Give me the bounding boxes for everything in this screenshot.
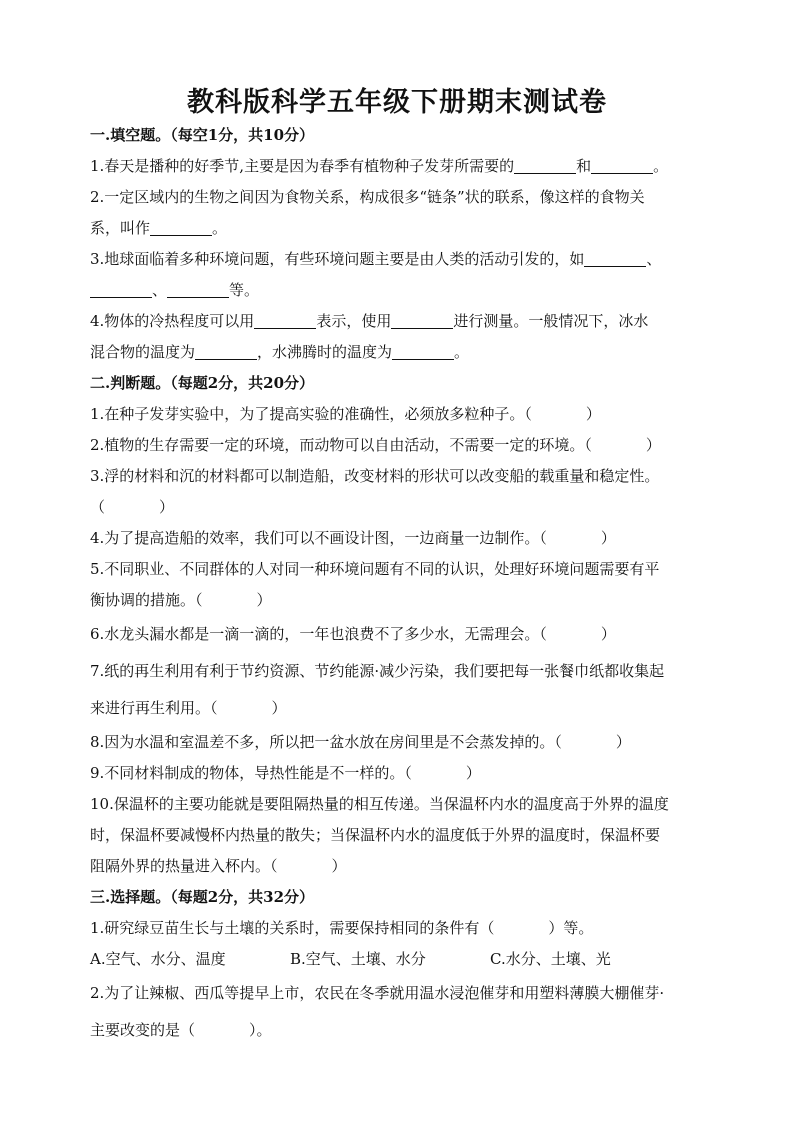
answer-blank[interactable] bbox=[195, 343, 257, 360]
judge-question-3 bbox=[90, 461, 710, 492]
question-text: 4.为了提高造船的效率，我们可以不画设计图，一边商量一边制作。（ bbox=[90, 529, 547, 547]
question-text: 混合物的温度为 bbox=[90, 343, 196, 361]
answer-blank[interactable] bbox=[150, 219, 212, 236]
option-c[interactable]: C.水分、土壤、光 bbox=[490, 950, 611, 968]
question-text: 、 bbox=[646, 250, 662, 268]
paren-close: ） bbox=[585, 405, 601, 423]
question-text: 。 bbox=[653, 157, 669, 175]
question-text: ）。 bbox=[249, 1021, 272, 1039]
answer-blank[interactable] bbox=[591, 157, 653, 174]
judge-question-8 bbox=[90, 727, 710, 758]
question-text: 和 bbox=[576, 157, 592, 175]
paren-close: ） bbox=[271, 699, 287, 717]
answer-blank[interactable] bbox=[167, 281, 229, 298]
question-text: ，水沸腾时的温度为 bbox=[257, 343, 393, 361]
judge-question-6 bbox=[90, 616, 710, 653]
question-text: 10.保温杯的主要功能就是要阻隔热量的相互传递。当保温杯内水的温度高于外界的温度 bbox=[90, 795, 669, 813]
answer-blank[interactable] bbox=[584, 250, 646, 267]
choice-question-1 bbox=[90, 913, 710, 944]
question-text: 系，叫作 bbox=[90, 219, 151, 237]
fill-question-1 bbox=[90, 151, 710, 182]
question-text: 3.浮的材料和沉的材料都可以制造船，改变材料的形状可以改变船的载重量和稳定性。 bbox=[90, 467, 660, 485]
question-text: 主要改变的是（ bbox=[90, 1021, 196, 1039]
judge-question-4 bbox=[90, 523, 710, 554]
choice-question-2-cont bbox=[90, 1012, 710, 1049]
fill-question-2-cont bbox=[90, 213, 710, 244]
judge-question-10 bbox=[90, 789, 710, 820]
judge-question-9 bbox=[90, 758, 710, 789]
question-text: 1.春天是播种的好季节,主要是因为春季有植物种子发芽所需要的 bbox=[90, 157, 515, 175]
paren-close: ） bbox=[615, 733, 631, 751]
paren-close: ） bbox=[159, 498, 175, 516]
page-title: 教科版科学五年级下册期末测试卷 bbox=[187, 87, 607, 118]
judge-question-2 bbox=[90, 430, 710, 461]
question-text: 8.因为水温和室温差不多，所以把一盆水放在房间里是不会蒸发掉的。（ bbox=[90, 733, 562, 751]
question-text: 1.在种子发芽实验中，为了提高实验的准确性，必须放多粒种子。（ bbox=[90, 405, 532, 423]
question-text: 表示，使用 bbox=[316, 312, 392, 330]
paren-close: ） bbox=[600, 625, 616, 643]
question-text: 阻隔外界的热量进入杯内。（ bbox=[90, 857, 278, 875]
judge-question-1 bbox=[90, 399, 710, 430]
option-a[interactable]: A.空气、水分、温度 bbox=[90, 950, 226, 968]
fill-question-4-cont bbox=[90, 337, 710, 368]
answer-blank[interactable] bbox=[514, 157, 576, 174]
choice-question-1-options bbox=[90, 944, 710, 975]
answer-blank[interactable] bbox=[90, 281, 152, 298]
fill-question-2 bbox=[90, 182, 710, 213]
question-text: 进行测量。一般情况下，冰水 bbox=[453, 312, 649, 330]
judge-question-10-end bbox=[90, 851, 710, 882]
paren-close: ） bbox=[465, 764, 481, 782]
paren-close: ） bbox=[600, 529, 616, 547]
question-text: 。 bbox=[454, 343, 470, 361]
question-text: 6.水龙头漏水都是一滴一滴的，一年也浪费不了多少水，无需理会。（ bbox=[90, 625, 547, 643]
judge-question-10-cont bbox=[90, 820, 710, 851]
judge-question-7-cont bbox=[90, 690, 710, 727]
question-text: 1.研究绿豆苗生长与土壤的关系时，需要保持相同的条件有（ bbox=[90, 919, 495, 937]
exam-content bbox=[90, 120, 710, 1049]
question-text: 2.为了让辣椒、西瓜等提早上市，农民在冬季就用温水浸泡催芽和用塑料薄膜大棚催芽· bbox=[90, 984, 665, 1002]
question-text: 3.地球面临着多种环境问题，有些环境问题主要是由人类的活动引发的，如 bbox=[90, 250, 585, 268]
section-heading-fill: 一.填空题。（每空1分，共10分） bbox=[90, 126, 315, 144]
question-text: 2.植物的生存需要一定的环境，而动物可以自由活动，不需要一定的环境。（ bbox=[90, 436, 592, 454]
judge-question-7 bbox=[90, 653, 710, 690]
question-text: 时，保温杯要减慢杯内热量的散失；当保温杯内水的温度低于外界的温度时，保温杯要 bbox=[90, 826, 661, 844]
paren-close: ） bbox=[645, 436, 661, 454]
section-heading-judge: 二.判断题。（每题2分，共20分） bbox=[90, 374, 315, 392]
question-text: 衡协调的措施。（ bbox=[90, 591, 203, 609]
question-text: 、 bbox=[152, 281, 168, 299]
question-text: 5.不同职业、不同群体的人对同一种环境问题有不同的认识，处理好环境问题需要有平 bbox=[90, 560, 660, 578]
answer-blank[interactable] bbox=[391, 312, 453, 329]
question-text: 7.纸的再生利用有利于节约资源、节约能源·减少污染，我们要把每一张餐巾纸都收集起 bbox=[90, 662, 665, 680]
paren-open: （ bbox=[90, 498, 106, 516]
fill-question-3-cont bbox=[90, 275, 710, 306]
judge-question-5 bbox=[90, 554, 710, 585]
choice-question-2 bbox=[90, 975, 710, 1012]
judge-question-5-cont bbox=[90, 585, 710, 616]
question-text: 4.物体的冷热程度可以用 bbox=[90, 312, 255, 330]
fill-question-4 bbox=[90, 306, 710, 337]
paren-close: ） bbox=[331, 857, 347, 875]
option-b[interactable]: B.空气、土壤、水分 bbox=[290, 950, 426, 968]
question-text: 9.不同材料制成的物体，导热性能是不一样的。（ bbox=[90, 764, 412, 782]
question-text: 2.一定区域内的生物之间因为食物关系，构成很多“链条”状的联系，像这样的食物关 bbox=[90, 188, 645, 206]
question-text: 。 bbox=[212, 219, 228, 237]
question-text: ）等。 bbox=[548, 919, 594, 937]
answer-blank[interactable] bbox=[392, 343, 454, 360]
judge-question-3-cont bbox=[90, 492, 710, 523]
question-text: 来进行再生利用。（ bbox=[90, 699, 218, 717]
answer-blank[interactable] bbox=[254, 312, 316, 329]
paren-close: ） bbox=[256, 591, 272, 609]
section-heading-choice: 三.选择题。（每题2分，共32分） bbox=[90, 888, 315, 906]
fill-question-3 bbox=[90, 244, 710, 275]
question-text: 等。 bbox=[229, 281, 260, 299]
